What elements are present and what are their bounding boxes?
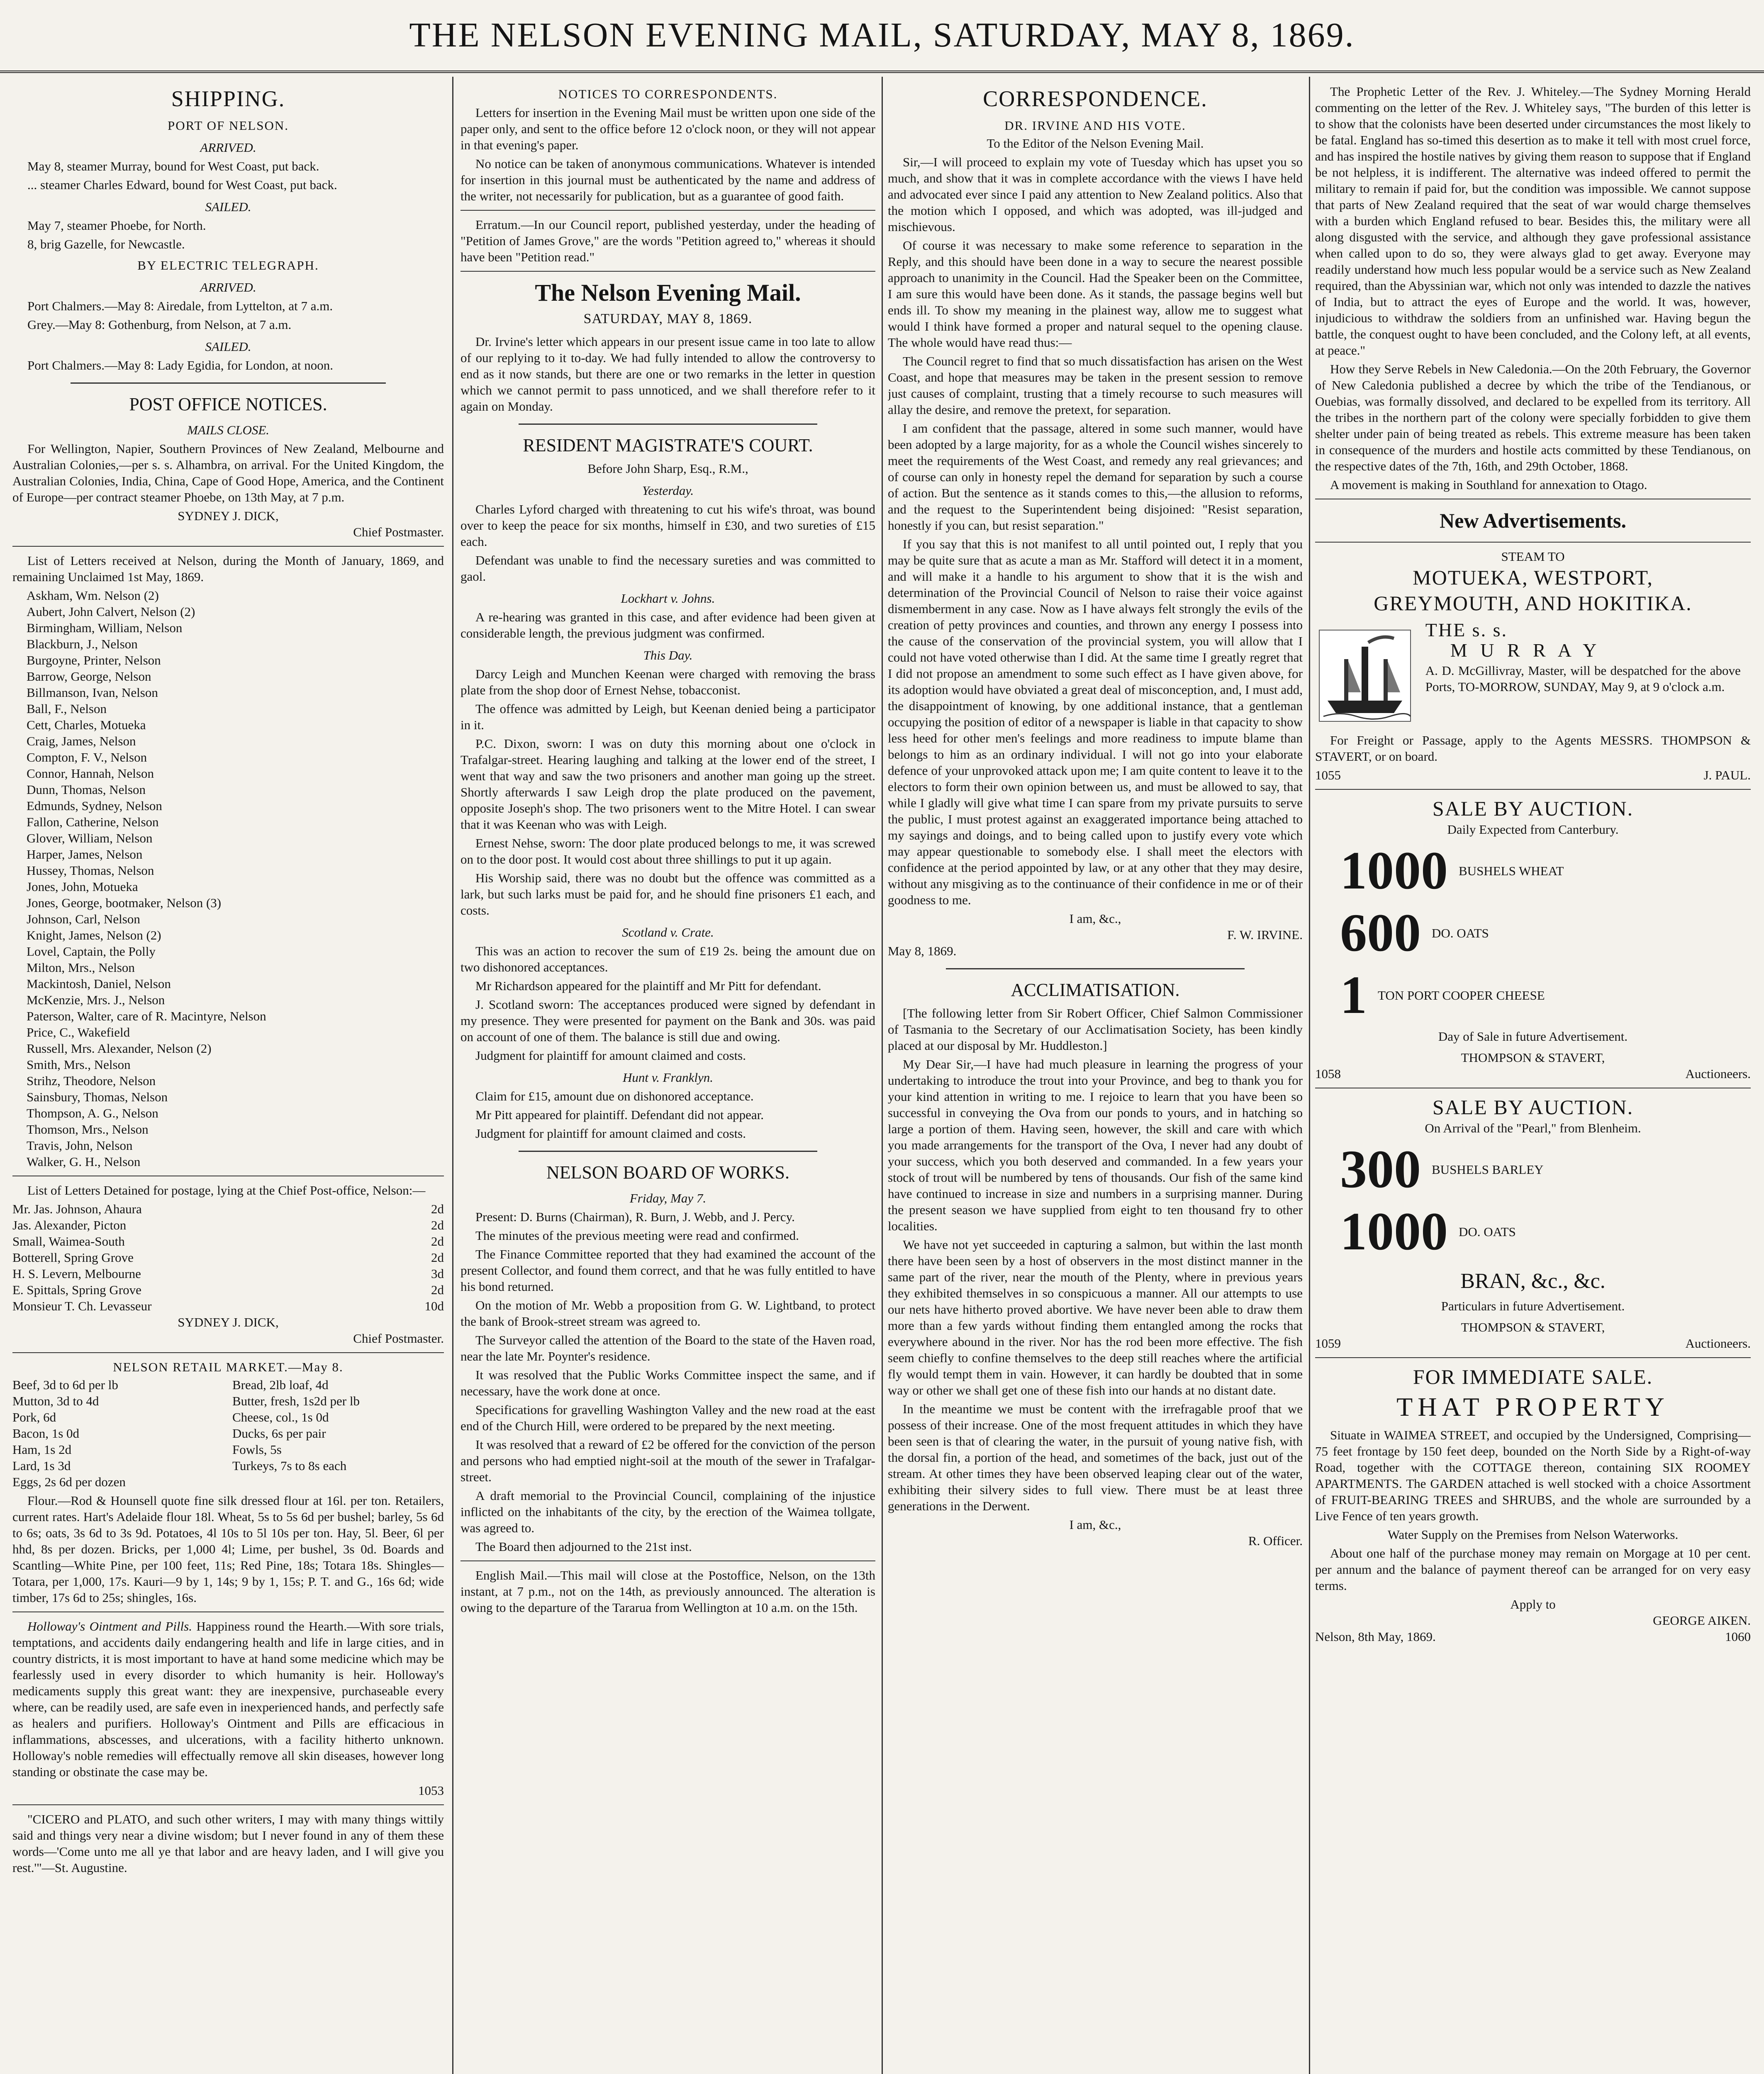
detained-amount: 2d [431, 1218, 444, 1232]
letter-date: May 8, 1869. [888, 944, 957, 958]
irvine-letter [888, 154, 1303, 908]
list-item: Walker, G. H., Nelson [27, 1154, 141, 1169]
list-item: Harper, James, Nelson [27, 847, 143, 862]
divider [519, 424, 817, 425]
ad-signature: GEORGE AIKEN. [1653, 1613, 1751, 1628]
court-report: His Worship said, there was no doubt but the offence was committed as a lark, but such larks must be paid for, and he should fine prisoners £1 each, and costs. [460, 871, 875, 918]
list-item: Russell, Mrs. Alexander, Nelson (2) [27, 1041, 212, 1056]
unclaimed-letters-list [12, 587, 444, 1170]
shipping-entry: Grey.—May 8: Gothenburg, from Nelson, at 7 a.m. [27, 317, 292, 332]
ad-number: 1055 [1315, 768, 1341, 782]
paper-title: The Nelson Evening Mail. [535, 279, 801, 306]
divider [12, 1352, 444, 1353]
divider [460, 271, 875, 272]
steamer-name: M U R R A Y [1450, 640, 1601, 661]
case-title: Hunt v. Franklyn. [622, 1070, 714, 1085]
editorial: Dr. Irvine's letter which appears in our present issue came in too late to allow of our replying to it to-day. We had fully intended to allow the controversy to end as it now stands, but there are one or two remarks in the letter in question which we cannot permit to pass unnoticed, and we shall therefore refer to it again on Monday. [460, 334, 875, 414]
detained-name: Jas. Alexander, Picton [12, 1218, 127, 1232]
list-item: Thompson, A. G., Nelson [27, 1106, 158, 1120]
auction-item-label: TON PORT COOPER CHEESE [1378, 988, 1545, 1003]
ad-footer [1315, 1335, 1751, 1351]
auction-quantity: 1000 [1340, 1202, 1448, 1261]
table-cell: Bread, 2lb loaf, 4d [232, 1378, 329, 1392]
to-editor: To the Editor of the Nelson Evening Mail. [987, 136, 1204, 151]
list-item: Ball, F., Nelson [27, 701, 107, 716]
market-price-table [12, 1377, 444, 1490]
detained-name: E. Spittals, Spring Grove [12, 1283, 141, 1297]
auctioneer-name: THOMPSON & STAVERT, [1461, 1320, 1605, 1334]
list-item: Jones, George, bootmaker, Nelson (3) [27, 896, 222, 910]
ad-date: Nelson, 8th May, 1869. [1315, 1629, 1436, 1644]
correspondence-heading: CORRESPONDENCE. [983, 86, 1208, 111]
ad-number: 1060 [1725, 1629, 1751, 1644]
sailed-heading: SAILED. [205, 200, 251, 214]
board-report: The Finance Committee reported that they had examined the account of the present Collector, and found them correct, and that he was fully entitled to have his bond returned. [460, 1247, 875, 1294]
shipping-heading: SHIPPING. [171, 86, 285, 111]
board-report: It was resolved that the Public Works Committee inspect the same, and if necessary, have the work done at once. [460, 1368, 875, 1398]
table-cell: Bacon, 1s 0d [12, 1426, 80, 1441]
steam-heading: STEAM TO [1501, 549, 1565, 564]
holloway-ad [12, 1618, 444, 1780]
steamer-prefix: THE s. s. [1425, 619, 1508, 640]
ad-signature: J. PAUL. [1703, 768, 1751, 782]
auction-bran: BRAN, &c., &c. [1460, 1269, 1606, 1293]
auction-item [1340, 842, 1751, 900]
board-date: Friday, May 7. [629, 1191, 707, 1205]
letter-closing: I am, &c., [1069, 911, 1121, 926]
mails-close-heading: MAILS CLOSE. [187, 423, 270, 437]
signature-name: SYDNEY J. DICK, [178, 1315, 279, 1329]
list-item: Sainsbury, Thomas, Nelson [27, 1090, 168, 1104]
list-item: Edmunds, Sydney, Nelson [27, 798, 162, 813]
notices-heading: NOTICES TO CORRESPONDENTS. [558, 87, 778, 101]
detained-letters-list [12, 1201, 444, 1314]
table-row [12, 1233, 444, 1249]
list-item: Smith, Mrs., Nelson [27, 1057, 131, 1072]
detained-name: Small, Waimea-South [12, 1234, 125, 1249]
divider [460, 1560, 875, 1561]
shipping-entry: ... steamer Charles Edward, bound for West Coast, put back. [27, 178, 337, 192]
paper-date: SATURDAY, MAY 8, 1869. [583, 311, 753, 326]
table-cell: Fowls, 5s [232, 1442, 282, 1457]
table-cell: Pork, 6d [12, 1410, 56, 1424]
board-of-works-heading: NELSON BOARD OF WORKS. [546, 1162, 789, 1183]
ad-number: 1053 [418, 1783, 444, 1798]
auctioneer-role: Auctioneers. [1685, 1336, 1751, 1351]
southland-article: A movement is making in Southland for annexation to Otago. [1330, 477, 1647, 492]
court-report: J. Scotland sworn: The acceptances produced were signed by defendant in my presence. They were presented for payment on the Bank and 30s. was paid on account of one of them. The balance is still due and owing. [460, 997, 875, 1044]
table-cell: Lard, 1s 3d [12, 1458, 71, 1473]
auction-item [1340, 1140, 1751, 1198]
detained-amount: 3d [431, 1266, 444, 1281]
holloway-title: Holloway's Ointment and Pills. [27, 1619, 192, 1633]
divider [12, 546, 444, 547]
court-report: Judgment for plaintiff for amount claimed and costs. [475, 1048, 746, 1063]
auction-item [1340, 966, 1751, 1024]
signature-name: SYDNEY J. DICK, [178, 509, 279, 523]
shipping-entry: May 7, steamer Phoebe, for North. [27, 218, 206, 233]
port-heading: PORT OF NELSON. [168, 118, 289, 133]
court-report: The offence was admitted by Leigh, but Keenan denied being a participator in it. [460, 701, 875, 732]
immediate-sale-heading: FOR IMMEDIATE SALE. [1413, 1365, 1653, 1388]
letter-paragraph: If you say that this is not manifest to all until pointed out, I reply that you may be quite sure that as acute a man as Mr. Stafford will detect it in a moment, and will make it a handle to his argument to show that it is the wish and determination of the Provincial Council of Nelson to raise their voice against dismemberment in any case. Now as I have always felt strongly the evils of the creation of petty provinces and counties, and thrown any energy I possess into the cause of the conservation of the provincial system, you will allow that I could not have voted otherwise than I did. At the same time I greatly regret that I did not propose an amendment to some such effect as I have given above, for its adoption would have obviated a great deal of misconception, and, I must add, the disappointment of knowing, by one additional instance, that a gentleman occupying the position of editor of a newspaper is liable in that capacity to show less heed for other men's feelings and more readiness to impute blame than belongs to him as an ordinary individual. I will not go into your elaborate defence of your unprovoked attack upon me; I am quite content to leave it to the electors to form their own opinion between us, and must be allowed to say, that while I gladly will give what time I can spare from my private pursuits to serve the public, I must protest against an exaggerated importance being attached to my sayings and doings, and to being called upon to justify every vote which may appear questionable to somebody else. I shall meet the electors with confidence at the period appointed by law, or at any other that they may desire, without any misgiving as to the continuance of their confidence in me or of their goodness to me. [888, 537, 1303, 907]
steamer-freight: For Freight or Passage, apply to the Agents MESSRS. THOMPSON & STAVERT, or on board. [1315, 733, 1751, 764]
list-item: Johnson, Carl, Nelson [27, 912, 140, 926]
court-before: Before John Sharp, Esq., R.M., [587, 461, 748, 476]
table-row [12, 1249, 444, 1266]
arrived-heading: ARRIVED. [200, 280, 256, 295]
letter-paragraph: We have not yet succeeded in capturing a salmon, but within the last month there have been seen by a host of observers in the most distinct manner in the same part of the river, near the mouth of the Plenty, where in previous years they exhibited themselves in so conspicuous a manner. All our attempts to use our nets have hitherto proved abortive. We have never been able to draw them more than a few yards without finding them entangled among the rocks that everywhere abound in the river. Nor has the rod been more effective. The fish seem chiefly to confine themselves to the deep still reaches where the artificial fly would tempt them in vain. However, it can hardly be doubted that in some way or other we shall get one of these fish into our hands at no distant date. [888, 1237, 1303, 1397]
court-report: Darcy Leigh and Munchen Keenan were charged with removing the brass plate from the shop door of Ernest Nehse, tobacconist. [460, 667, 875, 697]
case-title: Lockhart v. Johns. [621, 591, 715, 606]
letter-paragraph: Of course it was necessary to make some reference to separation in the Reply, and this should have been done in a way to secure the nearest possible approach to unanimity in the Council. Had the Speaker been on the Committee, I am sure this would have been done. As it stands, the passage begins well but ends ill. To show my meaning in the plainest way, allow me to suggest what would I think have formed a proper and natural sequel to the opening clause. The whole would have read thus:— [888, 238, 1303, 350]
auction-heading: SALE BY AUCTION. [1432, 797, 1634, 820]
table-row [12, 1217, 444, 1233]
list-item: Knight, James, Nelson (2) [27, 928, 161, 942]
ad-footer [1315, 1066, 1751, 1082]
auction-heading: SALE BY AUCTION. [1432, 1095, 1634, 1119]
table-cell [232, 1474, 444, 1490]
column-rule [452, 77, 453, 2074]
auction-item [1340, 1203, 1751, 1261]
arrived-heading: ARRIVED. [200, 140, 256, 155]
board-report: The Surveyor called the attention of the Board to the state of the Haven road, near the late Mr. Poynter's residence. [460, 1333, 875, 1363]
notices-body: No notice can be taken of anonymous communications. Whatever is intended for insertion in this journal must be authenticated by the name and address of the writer, not necessarily for publication, but as a guarantee of good faith. [460, 156, 875, 203]
acclimatisation-intro: [The following letter from Sir Robert Officer, Chief Salmon Commissioner of Tasmania to the Secretary of our Acclimatisation Society, has been kindly placed at our disposal by Mr. Huddleston.] [888, 1006, 1303, 1053]
list-item: Burgoyne, Printer, Nelson [27, 653, 161, 667]
court-heading: RESIDENT MAGISTRATE'S COURT. [523, 435, 813, 455]
auction-quantity: 1 [1340, 965, 1367, 1025]
auctioneer-name: THOMPSON & STAVERT, [1461, 1050, 1605, 1065]
list-item: McKenzie, Mrs. J., Nelson [27, 993, 165, 1007]
table-cell: Ham, 1s 2d [12, 1442, 72, 1457]
steamer-ad [1315, 619, 1751, 730]
letter-paragraph: My Dear Sir,—I have had much pleasure in learning the progress of your undertaking to introduce the trout into your Province, and beg to thank you for your kind attention in writing to me. I rejoice to learn that you have been so successful in conveying the Ova from our ponds to yours, and in hatching so large a portion of them. Having seen, however, the skill and care with which you made arrangements for the transport of the Ova, I never had any doubt of your success, which you both deserved and commanded. In a few years your stock of trout will be numbered by tens of thousands. Our fish of the same kind have continued to increase in size and numbers in a surprising manner. During the present season we have supplied from eight to ten thousand fry to other localities. [888, 1057, 1303, 1233]
court-report: Claim for £15, amount due on dishonored acceptance. [475, 1089, 754, 1103]
signature-title: Chief Postmaster. [353, 525, 444, 539]
divider [460, 210, 875, 211]
court-report: A re-hearing was granted in this case, and after evidence had been given at considerable length, the previous judgment was confirmed. [460, 610, 875, 640]
detained-amount: 2d [431, 1202, 444, 1216]
market-heading: NELSON RETAIL MARKET.—May 8. [113, 1360, 344, 1374]
list-item: Craig, James, Nelson [27, 734, 136, 748]
divider [12, 1804, 444, 1805]
list-item: Price, C., Wakefield [27, 1025, 130, 1039]
column-2 [460, 81, 875, 2074]
list-item: Strihz, Theodore, Nelson [27, 1074, 156, 1088]
list-item: Billmanson, Ivan, Nelson [27, 685, 158, 700]
letter-paragraph: I am confident that the passage, altered in some such manner, would have been adopted by a large majority, for as a whole the Council wishes sincerely to meet the requirements of the West Coast, and remedy any real grievances; and of course can only in honesty repel the demand for separation by such a course of action. But the sentence as it stands comes to this,—the allusion to reforms, and the request to the Superintendent being disjoined: "Resist separation, honestly if you can, but resist separation." [888, 421, 1303, 533]
court-day: Yesterday. [642, 483, 694, 498]
shipping-entry: 8, brig Gazelle, for Newcastle. [27, 237, 185, 251]
auction-quantity: 600 [1340, 903, 1421, 963]
table-cell: Turkeys, 7s to 8s each [232, 1458, 347, 1473]
court-report: Defendant was unable to find the necessary sureties and was committed to gaol. [460, 553, 875, 584]
list-item: Mackintosh, Daniel, Nelson [27, 976, 171, 991]
telegraph-heading: BY ELECTRIC TELEGRAPH. [137, 258, 319, 273]
divider [12, 1611, 444, 1612]
signature-title: Chief Postmaster. [353, 1331, 444, 1346]
list-item: Connor, Hannah, Nelson [27, 766, 154, 781]
shipping-entry: Port Chalmers.—May 8: Airedale, from Lyttelton, at 7 a.m. [27, 299, 333, 313]
letter-signature: F. W. IRVINE. [1227, 927, 1303, 942]
apply-to: Apply to [1510, 1597, 1556, 1611]
table-cell: Cheese, col., 1s 0d [232, 1410, 329, 1424]
case-title: Scotland v. Crate. [622, 925, 714, 940]
steam-destinations: GREYMOUTH, AND HOKITIKA. [1374, 592, 1692, 615]
list-item: Cett, Charles, Motueka [27, 718, 146, 732]
acclimatisation-letter [888, 1056, 1303, 1514]
auction-item-label: BUSHELS WHEAT [1459, 863, 1564, 878]
auction-quantity: 1000 [1340, 841, 1448, 901]
list-item: Barrow, George, Nelson [27, 669, 151, 684]
shipping-entry: Port Chalmers.—May 8: Lady Egidia, for London, at noon. [27, 358, 333, 372]
board-report: A draft memorial to the Provincial Council, complaining of the injustice inflicted on the inhabitants of the city, by the erection of the Waimea tollgate, was agreed to. [460, 1488, 875, 1535]
new-advertisements-heading: New Advertisements. [1440, 509, 1626, 532]
list-item: Aubert, John Calvert, Nelson (2) [27, 604, 195, 619]
board-report: On the motion of Mr. Webb a proposition from G. W. Lightband, to protect the bank of Brook-street stream was agreed to. [460, 1298, 875, 1329]
cicero-quote: "CICERO and PLATO, and such other writers, I may with many things wittily said and things very near a divine wisdom; but I never found in any of them these words—'Come unto me all ye that labor and are heavy laden, and I will give you rest.'"—St. Augustine. [12, 1812, 444, 1875]
table-row [12, 1266, 444, 1282]
court-report: Charles Lyford charged with threatening to cut his wife's throat, was bound over to keep the peace for six months, himself in £30, and two sureties of £15 each. [460, 502, 875, 549]
property-heading: THAT PROPERTY [1396, 1392, 1669, 1422]
column-3 [888, 81, 1303, 2074]
steamship-icon [1315, 622, 1415, 730]
column-rule [882, 77, 883, 2074]
letter-signature: R. Officer. [1248, 1534, 1303, 1548]
acclimatisation-heading: ACCLIMATISATION. [1011, 980, 1180, 1000]
auction-subheading: Daily Expected from Canterbury. [1447, 822, 1619, 837]
list-item: Dunn, Thomas, Nelson [27, 782, 146, 797]
english-mail-notice: English Mail.—This mail will close at the Postoffice, Nelson, on the 13th instant, at 7 p.m., not on the 14th, as previously announced. The alteration is owing to the departure of the Tararua from Wellington at 10 a.m. on the 15th. [460, 1568, 875, 1615]
list-item: Askham, Wm. Nelson (2) [27, 588, 159, 603]
auction-quantity: 300 [1340, 1139, 1421, 1199]
list-item: Milton, Mrs., Nelson [27, 960, 135, 975]
detained-amount: 2d [431, 1234, 444, 1249]
steamer-details: A. D. McGillivray, Master, will be despatched for the above Ports, TO-MORROW, SUNDAY, May 9, at 9 o'clock a.m. [1425, 663, 1741, 694]
letter-paragraph: Sir,—I will proceed to explain my vote of Tuesday which has upset you so much, and show that it was in complete accordance with the views I have held and advocated ever since I paid any attention to New Zealand politics. Also that the motion which I opposed, and which was adopted, was ill-judged and mischievous. [888, 155, 1303, 234]
auction-item-label: DO. OATS [1459, 1224, 1516, 1239]
shipping-entry: May 8, steamer Murray, bound for West Coast, put back. [27, 159, 319, 173]
detained-name: Monsieur T. Ch. Levasseur [12, 1299, 152, 1313]
auction-note: Day of Sale in future Advertisement. [1438, 1029, 1628, 1044]
property-description: Situate in WAIMEA STREET, and occupied by the Undersigned, Comprising— 75 feet frontage by 150 feet deep, bounded on the North Side by a Right-of-way Road, together with the COTTAGE thereon, containing SIX ROOMEY APARTMENTS. The GARDEN attached is well stocked with a choice Assortment of FRUIT-BEARING TREES and SHRUBS, and the whole are surrounded by a Live Fence of ten years growth. [1315, 1428, 1751, 1523]
detained-name: Mr. Jas. Johnson, Ahaura [12, 1202, 142, 1216]
list-item: Travis, John, Nelson [27, 1138, 133, 1153]
auction-item-label: DO. OATS [1432, 925, 1489, 940]
column-4 [1315, 81, 1751, 2074]
detained-intro: List of Letters Detained for postage, lying at the Chief Post-office, Nelson:— [27, 1183, 426, 1198]
divider [519, 1151, 817, 1152]
board-report: It was resolved that a reward of £2 be offered for the conviction of the person and persons who had emptied night-soil at the mouth of the sewer in Trafalgar-street. [460, 1437, 875, 1484]
list-item: Jones, John, Motueka [27, 879, 138, 894]
auction-note: Particulars in future Advertisement. [1441, 1299, 1625, 1313]
letter-paragraph: The Council regret to find that so much dissatisfaction has arisen on the West Coast, and hope that measures may be taken in the present session to remove just causes of complaint, trusting that a timely recourse to such measures will allay the desire, and remove the pretext, for separation. [888, 354, 1303, 417]
table-cell: Mutton, 3d to 4d [12, 1394, 99, 1408]
letter-closing: I am, &c., [1069, 1517, 1121, 1532]
new-caledonia-article: How they Serve Rebels in New Caledonia.—On the 20th February, the Governor of New Caledonia published a decree by which the tribe of the Tendianous, or Ouebias, was formally dissolved, and declared to be expelled from its territory. All the tribes in the northern part of the colony were specially forbidden to give them shelter under pain of being treated as rebels. This extreme measure has been taken in consequence of the murders and hostile acts committed by these Tendianous, on the respective dates of the 7th, 16th, and 29th October, 1868. [1315, 362, 1751, 473]
table-cell: Beef, 3d to 6d per lb [12, 1378, 118, 1392]
court-report: Mr Pitt appeared for plaintiff. Defendant did not appear. [475, 1108, 764, 1122]
board-report: Present: D. Burns (Chairman), R. Burn, J. Webb, and J. Percy. [475, 1210, 795, 1224]
list-item: Fallon, Catherine, Nelson [27, 815, 159, 829]
table-cell: Ducks, 6s per pair [232, 1426, 326, 1441]
post-notice: For Wellington, Napier, Southern Provinces of New Zealand, Melbourne and Australian Colonies,—per s. s. Alhambra, on arrival. For the United Kingdom, the Australian Colonies, India, China, Cape of Good Hope, America, and the Continent of Europe—per contract steamer Phoebe, on 13th May, at 7 p.m. [12, 441, 444, 504]
list-item: Thomson, Mrs., Nelson [27, 1122, 149, 1137]
prophetic-letter-article: The Prophetic Letter of the Rev. J. Whiteley.—The Sydney Morning Herald commenting on the letter of the Rev. J. Whiteley says, "The burden of this letter is to show that the colonists have been deserted under circumstances the most likely to be fatal. England has so-timed this desertion as to make it tell with most cruel force, and has inspired the hostile natives by giving them reason to suppose that if England be not helpless, it is indifferent. The alternative was indeed offered to permit the military to remain if paid for, but the condition was impossible. We cannot suppose that parts of New Zealand required that the seat of war would charge themselves with a burden which England refused to bear. Besides this, the military were all along disgusted with the service, and although they gave professional assistance when called upon to do so, they were always glad to get away. Everyone may readily understand how much less popular would be a service such as New Zealand required, than the Abyssinian war, which not only was intended to dazzle the natives of India, but to attract the eyes of Europe and the world. It was, however, injudicious to withdraw the soldiers from an unfinished war. Having begun the battle, the conquest ought to have been concluded, and the Colony left, at all events, at peace." [1315, 84, 1751, 358]
court-report: P.C. Dixon, sworn: I was on duty this morning about one o'clock in Trafalgar-street. Hearing laughing and talking at the lower end of the street, I went that way and saw the two prisoners and another man going up the street. Shortly afterwards I saw Leigh drop the plate produced on the pavement, opposite Joseph's shop. The two prisoners went to the Mitre Hotel. I can swear that it was Keenan who was with Leigh. [460, 736, 875, 832]
detained-amount: 2d [431, 1283, 444, 1297]
table-cell: Butter, fresh, 1s2d per lb [232, 1394, 360, 1408]
detained-name: H. S. Levern, Melbourne [12, 1266, 141, 1281]
list-item: Compton, F. V., Nelson [27, 750, 147, 764]
ad-footer [1315, 767, 1751, 783]
table-cell: Eggs, 2s 6d per dozen [12, 1475, 126, 1489]
column-1 [12, 81, 444, 2074]
notices-body: Letters for insertion in the Evening Mail must be written upon one side of the paper only, and sent to the office before 12 o'clock noon, or they will not appear in that evening's paper. [460, 105, 875, 152]
list-item: Glover, William, Nelson [27, 831, 153, 845]
court-day: This Day. [643, 648, 693, 662]
terms-note: About one half of the purchase money may remain on Morgage at 10 per cent. per annum and the balance of payment thereof can be arranged for on very easy terms. [1315, 1546, 1751, 1593]
post-office-heading: POST OFFICE NOTICES. [129, 394, 327, 414]
steam-destinations: MOTUEKA, WESTPORT, [1413, 566, 1653, 589]
court-report: Mr Richardson appeared for the plaintiff and Mr Pitt for defendant. [475, 979, 821, 993]
market-notes: Flour.—Rod & Hounsell quote fine silk dressed flour at 16l. per ton. Retailers, current rates. Hart's Adelaide flour 18l. Wheat, 5s to 5s 6d per bushel; barley, 5s 6d to 6s; oats, 3s 6d to 3s 9d. Potatoes, 4l 10s to 5l 10s per ton. Hay, 5l. Beer, 6l per hhd, 8s per dozen. Bricks, per 1,000 4l; Lime, per bushel, 3s 0d. Boards and Scantling—White Pine, per 100 feet, 11s; Red Pine, 18s; Totara 18s. Shingles—Totara, per 1,000, 17s. Kauri—9 by 1, 14s; 9 by 1, 15s; P. T. and G., 16s 6d; wide timber, 17s 6d to 25s; shingles, 16s. [12, 1493, 444, 1605]
table-row [12, 1298, 444, 1314]
divider [71, 382, 386, 384]
court-report: This was an action to recover the sum of £19 2s. being the amount due on two dishonored acceptances. [460, 944, 875, 974]
erratum: Erratum.—In our Council report, published yesterday, under the heading of "Petition of James Grove," are the words "Petition agreed to," whereas it should have been "Petition read." [460, 217, 875, 264]
auctioneer-role: Auctioneers. [1685, 1066, 1751, 1081]
letter-title: DR. IRVINE AND HIS VOTE. [1004, 118, 1186, 133]
auction-item-label: BUSHELS BARLEY [1432, 1162, 1544, 1177]
court-report: Ernest Nehse, sworn: The door plate produced belongs to me, it was screwed on to the door post. It would cost about three shillings to put it up again. [460, 836, 875, 867]
table-row [12, 1201, 444, 1217]
auction-item [1340, 904, 1751, 962]
detained-amount: 2d [431, 1250, 444, 1265]
list-item: Paterson, Walter, care of R. Macintyre, Nelson [27, 1009, 266, 1023]
list-item: Birmingham, William, Nelson [27, 621, 183, 635]
ad-number: 1058 [1315, 1066, 1341, 1081]
table-row [12, 1282, 444, 1298]
board-report: Specifications for gravelling Washington Valley and the new road at the east end of the Church Hill, were ordered to be prepared by the next meeting. [460, 1402, 875, 1433]
list-item: Lovel, Captain, the Polly [27, 944, 156, 959]
board-report: The Board then adjourned to the 21st inst. [475, 1539, 692, 1554]
court-report: Judgment for plaintiff for amount claimed and costs. [475, 1126, 746, 1141]
column-rule [1309, 77, 1310, 2074]
divider [946, 968, 1245, 969]
list-item: Blackburn, J., Nelson [27, 637, 138, 651]
ad-number: 1059 [1315, 1336, 1341, 1351]
masthead: THE NELSON EVENING MAIL, SATURDAY, MAY 8, 1869. [0, 0, 1764, 73]
detained-amount: 10d [424, 1299, 444, 1313]
water-supply-note: Water Supply on the Premises from Nelson Waterworks. [1387, 1527, 1679, 1542]
divider [1315, 542, 1751, 543]
holloway-body: Happiness round the Hearth.—With sore trials, temptations, and accidents daily endangering health and life in large cities, and in country districts, it is most important to have at hand some medicine which may be fearlessly used in every disorder to which humanity is heir. Holloway's medicaments supply this great want: they are inexpensive, purchaseable every where, can be readily used, are safe even in inexperienced hands, and perfectly safe as healers and purifiers. Holloway's Ointment and Pills are efficacious in inflammations, abscesses, and ulcerations, with a facility hitherto unknown. Holloway's noble remedies will effectually remove all skin diseases, however long standing or obstinate the case may be. [12, 1619, 444, 1779]
board-report: The minutes of the previous meeting were read and confirmed. [475, 1228, 799, 1243]
letter-paragraph: In the meantime we must be content with the irrefragable proof that we possess of their increase. One of the most frequent attitudes in which they have been seen is that of clearing the water, in the pursuit of young native fish, with the dorsal fin, a portion of the head, and sometimes of the back, just out of the stream. At other times they have been observed leaping clear out of the water, exhibiting their silvery sides to full view. There must be at least three generations in the Derwent. [888, 1402, 1303, 1513]
divider [1315, 789, 1751, 790]
list-item: Hussey, Thomas, Nelson [27, 863, 154, 878]
detained-name: Botterell, Spring Grove [12, 1250, 134, 1265]
sailed-heading: SAILED. [205, 339, 251, 354]
divider [1315, 1357, 1751, 1358]
letters-intro: List of Letters received at Nelson, during the Month of January, 1869, and remaining Unclaimed 1st May, 1869. [12, 553, 444, 584]
ad-footer [1315, 1629, 1751, 1645]
auction-subheading: On Arrival of the "Pearl," from Blenheim. [1425, 1121, 1641, 1135]
